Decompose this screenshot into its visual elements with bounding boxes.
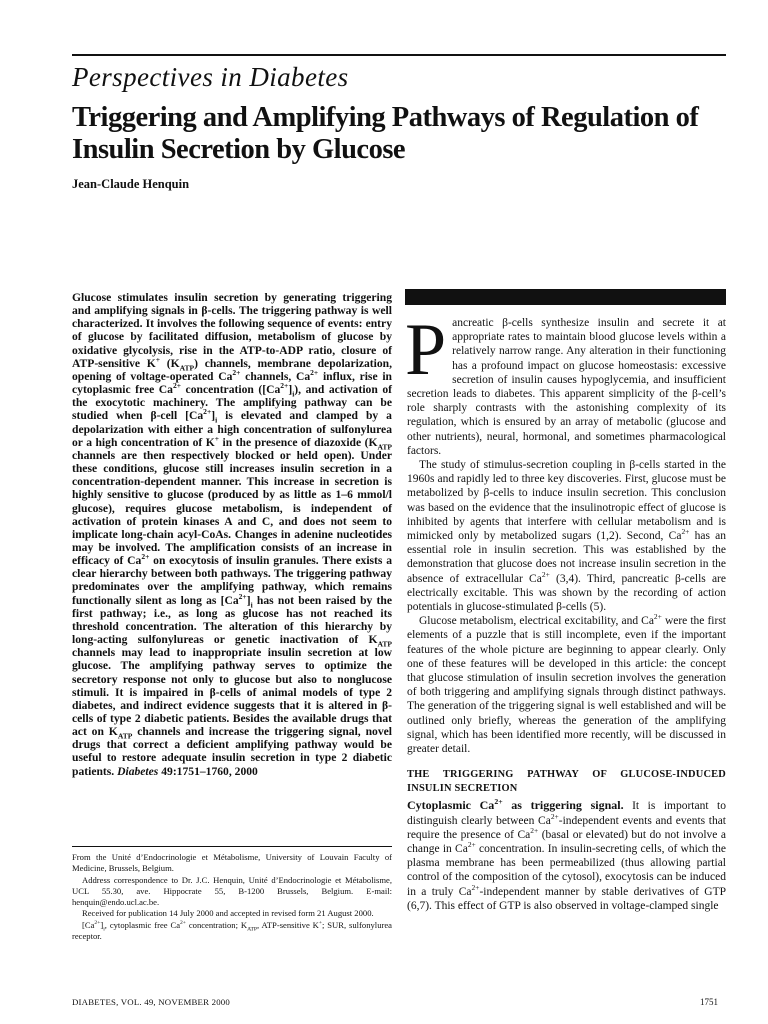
author-name: Jean-Claude Henquin [72,177,190,191]
drop-cap: P [405,309,447,391]
footnote-rule [72,846,392,847]
footnote-abbreviations: $[Ca^{2+}]_i$, cytoplasmic free $Ca^{2+}$ concentration; $K_{ATP}$, ATP-sensitive K+; SUR, sulfonylurea receptor. [72,919,392,942]
footnote-affiliation: From the Unité d’Endocrinologie et Métabolisme, University of Louvain Faculty of Medicine, Brussels, Belgium. [72,852,392,874]
journal-citation: 49:1751–1760, 2000 [161,764,258,778]
intro-paragraph: Pancreatic β-cells synthesize insulin and secrete it at appropriate rates to maintain blood glucose levels within a relatively narrow range. Any alteration in their functioning has a profound impact on glucose homeostasis: excessive secretion of insulin causes hypoglycemia, and insufficient secretion leads to diabetes. This apparent simplicity of the β-cell’s role sharply contrasts with the astonishing complexity of its regulation, which is ensured by an array of metabolic (glucose and other nutrients), neural, hormonal, and sometimes pharmacological factors. [405,309,726,457]
footnotes [72,852,392,942]
body-text [405,309,727,913]
abstract: Glucose stimulates insulin secretion by generating triggering and amplifying signals in β-cells. The triggering pathway is well characterized. It involves the following sequence of events: entry of glucose by facilitated diffusion, metabolism of glucose by oxidative glycolysis, rise in the ATP-to-ADP ratio, closure of ATP-sensitive K+ $(K_{ATP})$ channels, membrane depolarization, opening of voltage-operated $Ca^{2+}$ channels, $Ca^{2+}$ influx, rise in cytoplasmic free $Ca^{2+}$ concentration $([Ca^{2+}]_i)$, and activation of the exocytotic machinery. The amplifying pathway can be studied when β-cell $[Ca^{2+}]_i$ is elevated and clamped by a depolarization with either a high concentration of sulfonylurea or a high concentration of K+ in the presence of diazoxide ($K_{ATP}$ channels are then respectively blocked or held open). Under these conditions, glucose still increases insulin secretion in a concentration-dependent manner. This increase in secretion is highly sensitive to glucose (produced by as little as 1–6 mmol/l glucose), requires glucose metabolism, is independent of activation of protein kinases A and C, and does not seem to implicate long-chain acyl-CoAs. Changes in adenine nucleotides may be involved. The amplification consists of an increase in efficacy of $Ca^{2+}$ on exocytosis of insulin granules. There exists a clear hierarchy between both pathways. The triggering pathway predominates over the amplifying pathway, which remains functionally silent as long as $[Ca^{2+}]_i$ has not been raised by the first pathway; i.e., as long as glucose has not reached its threshold concentration. The alteration of this hierarchy by long-acting sulfonylureas or genetic inactivation of $K_{ATP}$ channels may lead to inappropriate insulin secretion at low glucose. The amplifying pathway serves to optimize the secretory response not only to glucose but also to nonglucose stimuli. It is impaired in β-cells of animal models of type 2 diabetes, and indirect evidence suggests that it is altered in β-cells of type 2 diabetic patients. Besides the available drugs that act on $K_{ATP}$ channels and increase the triggering signal, novel drugs that correct a deficient amplifying pathway would be useful to restore adequate insulin secretion in type 2 diabetic patients. Diabetes 49:1751–1760, 2000 [72,291,393,778]
series-title: Perspectives in Diabetes [72,62,349,92]
page-number: 1751 [700,997,718,1007]
footnote-received: Received for publication 14 July 2000 and accepted in revised form 21 August 2000. [82,908,374,919]
journal-name: Diabetes [117,764,159,778]
top-rule [72,54,726,56]
section-heading: THE TRIGGERING PATHWAY OF GLUCOSE-INDUCED INSULIN SECRETION [407,769,726,795]
journal-footer: DIABETES, VOL. 49, NOVEMBER 2000 [72,997,230,1007]
body-paragraph: Cytoplasmic $Ca^{2+}$ as triggering signal. It is important to distinguish clearly between $Ca^{2+}$-independent events and events that require the presence of $Ca^{2+}$ (basal or elevated) but do not involve a change in $Ca^{2+}$ concentration. In insulin-secreting cells, of which the plasma membrane has been permeabilized (thus allowing partial control of the composition of the cytosol), exocytosis can be induced in a truly $Ca^{2+}$-independent manner by stable derivatives of GTP (6,7). This effect of GTP is also observed in voltage-clamped single [407,797,727,912]
body-paragraph: The study of stimulus-secretion coupling in β-cells started in the 1960s and rapidly led to three key discoveries. First, glucose must be metabolized by β-cells to induce insulin secretion. This conclusion was based on the evidence that the insulinotropic effect of glucose is inhibited by agents that interfere with cellular metabolism and is mimicked only by metabolized sugars (1,2). Second, $Ca^{2+}$ has an essential role in insulin secretion. This was established by the demonstration that glucose does not increase insulin secretion in the absence of extracellular $Ca^{2+}$ (3,4). Third, pancreatic β-cells are electrically excitable. This was shown by the recording of action potentials in glucose-stimulated β-cells (5). [407,459,727,614]
footnote-correspondence: Address correspondence to Dr. J.C. Henquin, Unité d’Endocrinologie et Métabolisme, UCL 55.30, ave. Hippocrate 55, B-1200 Brussels, Belgium. E-mail: henquin@endo.ucl.ac.be. [72,874,392,908]
body-paragraph: Glucose metabolism, electrical excitability, and $Ca^{2+}$ were the first elements of a puzzle that is still incomplete, even if the important features of the whole picture are beginning to appear clearly. Only one of these features will be developed in this article: the concept that glucose stimulation of insulin secretion involves the generation of both triggering and amplifying signals through distinct pathways. The generation of the triggering signal is well established and will be outlined only briefly, whereas the generation of the amplifying signal, which has been identified more recently, will be discussed in greater detail. [407,612,726,756]
column-header-bar [405,289,726,305]
article-title: Triggering and Amplifying Pathways of Regulation of Insulin Secretion by Glucose [72,102,699,165]
